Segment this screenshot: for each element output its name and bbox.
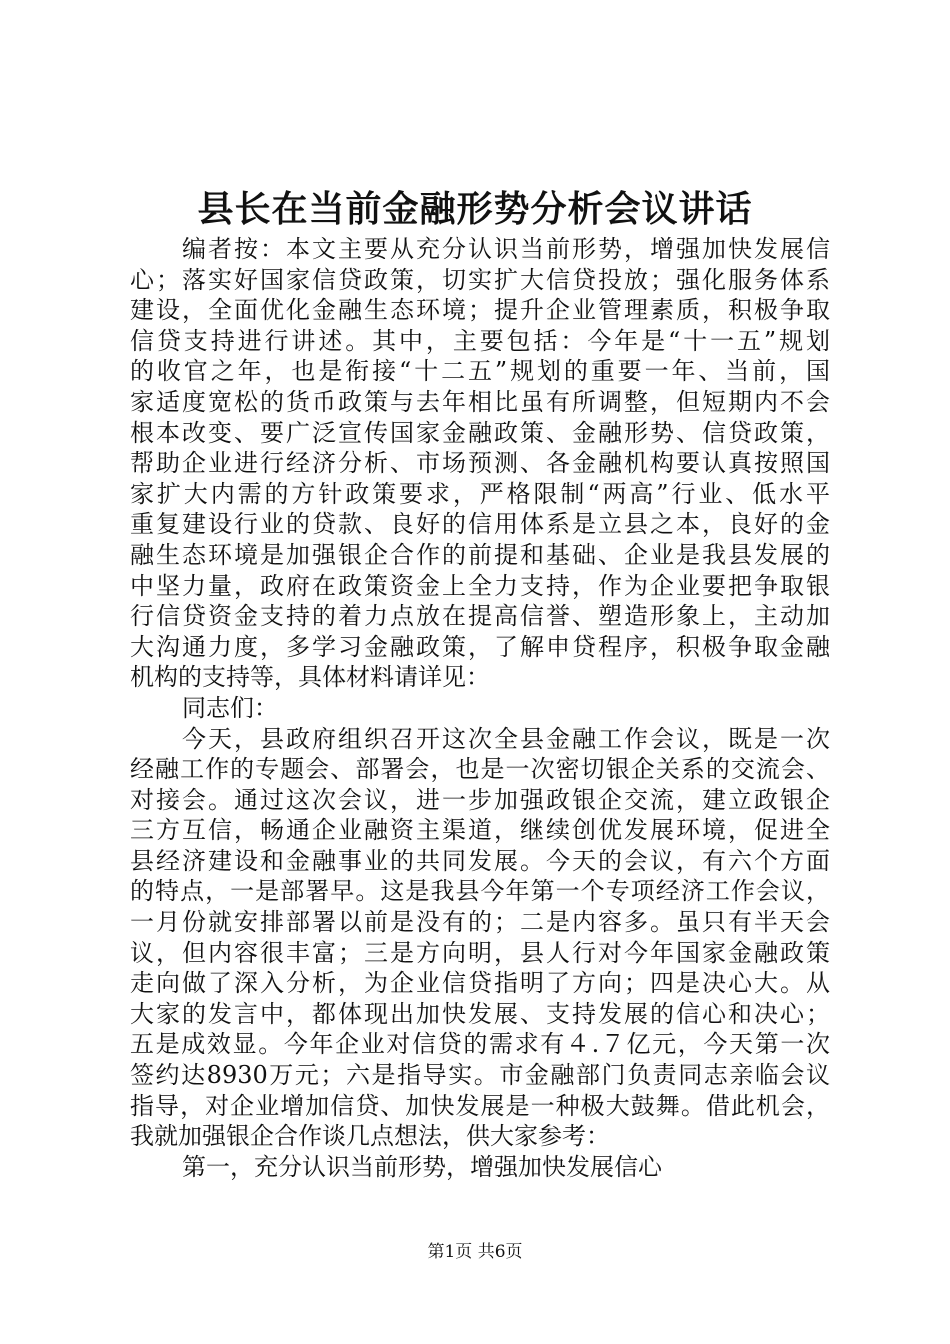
paragraph-line: 的收官之年，也是衔接“十二五”规划的重要一年、当前，国 bbox=[130, 357, 830, 386]
paragraph-line: 根本改变、要广泛宣传国家金融政策、金融形势、信贷政策， bbox=[130, 418, 830, 447]
paragraph-line: 五是成效显。今年企业对信贷的需求有４.７亿元，今天第一次 bbox=[130, 1030, 830, 1059]
paragraph-line: 走向做了深入分析，为企业信贷指明了方向；四是决心大。从 bbox=[130, 969, 830, 998]
paragraph-line: 建设，全面优化金融生态环境；提升企业管理素质，积极争取 bbox=[130, 296, 830, 325]
paragraph-line: 编者按：本文主要从充分认识当前形势，增强加快发展信 bbox=[182, 235, 830, 263]
paragraph-line: 三方互信，畅通企业融资主渠道，继续创优发展环境，促进全 bbox=[130, 816, 830, 845]
paragraph-line: 大沟通力度，多学习金融政策，了解申贷程序，积极争取金融 bbox=[130, 632, 830, 661]
paragraph-line: 经融工作的专题会、部署会，也是一次密切银企关系的交流会、 bbox=[130, 755, 830, 784]
paragraph-line: 信贷支持进行讲述。其中，主要包括：今年是“十一五”规划 bbox=[130, 326, 830, 355]
paragraph-line: 的特点，一是部署早。这是我县今年第一个专项经济工作会议， bbox=[130, 877, 830, 906]
paragraph-line: 中坚力量，政府在政策资金上全力支持，作为企业要把争取银 bbox=[130, 571, 830, 600]
document-title: 县长在当前金融形势分析会议讲话 bbox=[197, 189, 753, 230]
section-heading: 第一，充分认识当前形势，增强加快发展信心 bbox=[182, 1152, 662, 1181]
paragraph-line: 签约达8930万元；六是指导实。市金融部门负责同志亲临会议 bbox=[130, 1061, 830, 1090]
paragraph-line: 一月份就安排部署以前是没有的；二是内容多。虽只有半天会 bbox=[130, 908, 830, 937]
paragraph-line: 家扩大内需的方针政策要求，严格限制“两高”行业、低水平 bbox=[130, 479, 830, 508]
paragraph-line: 重复建设行业的贷款、良好的信用体系是立县之本，良好的金 bbox=[130, 510, 830, 539]
paragraph-line: 机构的支持等，具体材料请详见： bbox=[130, 663, 490, 692]
salutation: 同志们： bbox=[182, 693, 278, 722]
paragraph-line: 指导，对企业增加信贷、加快发展是一种极大鼓舞。借此机会， bbox=[130, 1091, 830, 1120]
paragraph-line: 家适度宽松的货币政策与去年相比虽有所调整，但短期内不会 bbox=[130, 387, 830, 416]
document-body bbox=[130, 234, 830, 1182]
paragraph-line: 心；落实好国家信贷政策，切实扩大信贷投放；强化服务体系 bbox=[130, 265, 830, 294]
paragraph-line: 对接会。通过这次会议，进一步加强政银企交流，建立政银企 bbox=[130, 785, 830, 814]
paragraph-line: 今天，县政府组织召开这次全县金融工作会议，既是一次 bbox=[182, 724, 830, 753]
paragraph-line: 融生态环境是加强银企合作的前提和基础、企业是我县发展的 bbox=[130, 540, 830, 569]
paragraph-line: 县经济建设和金融事业的共同发展。今天的会议，有六个方面 bbox=[130, 846, 830, 875]
paragraph-line: 帮助企业进行经济分析、市场预测、各金融机构要认真按照国 bbox=[130, 449, 830, 478]
paragraph-line: 我就加强银企合作谈几点想法，供大家参考： bbox=[130, 1122, 610, 1151]
paragraph-line: 大家的发言中，都体现出加快发展、支持发展的信心和决心； bbox=[130, 999, 830, 1028]
paragraph-line: 行信贷资金支持的着力点放在提高信誉、塑造形象上，主动加 bbox=[130, 602, 830, 631]
paragraph-line: 议，但内容很丰富；三是方向明，县人行对今年国家金融政策 bbox=[130, 938, 830, 967]
page-footer: 第1页 共6页 bbox=[427, 1242, 523, 1262]
